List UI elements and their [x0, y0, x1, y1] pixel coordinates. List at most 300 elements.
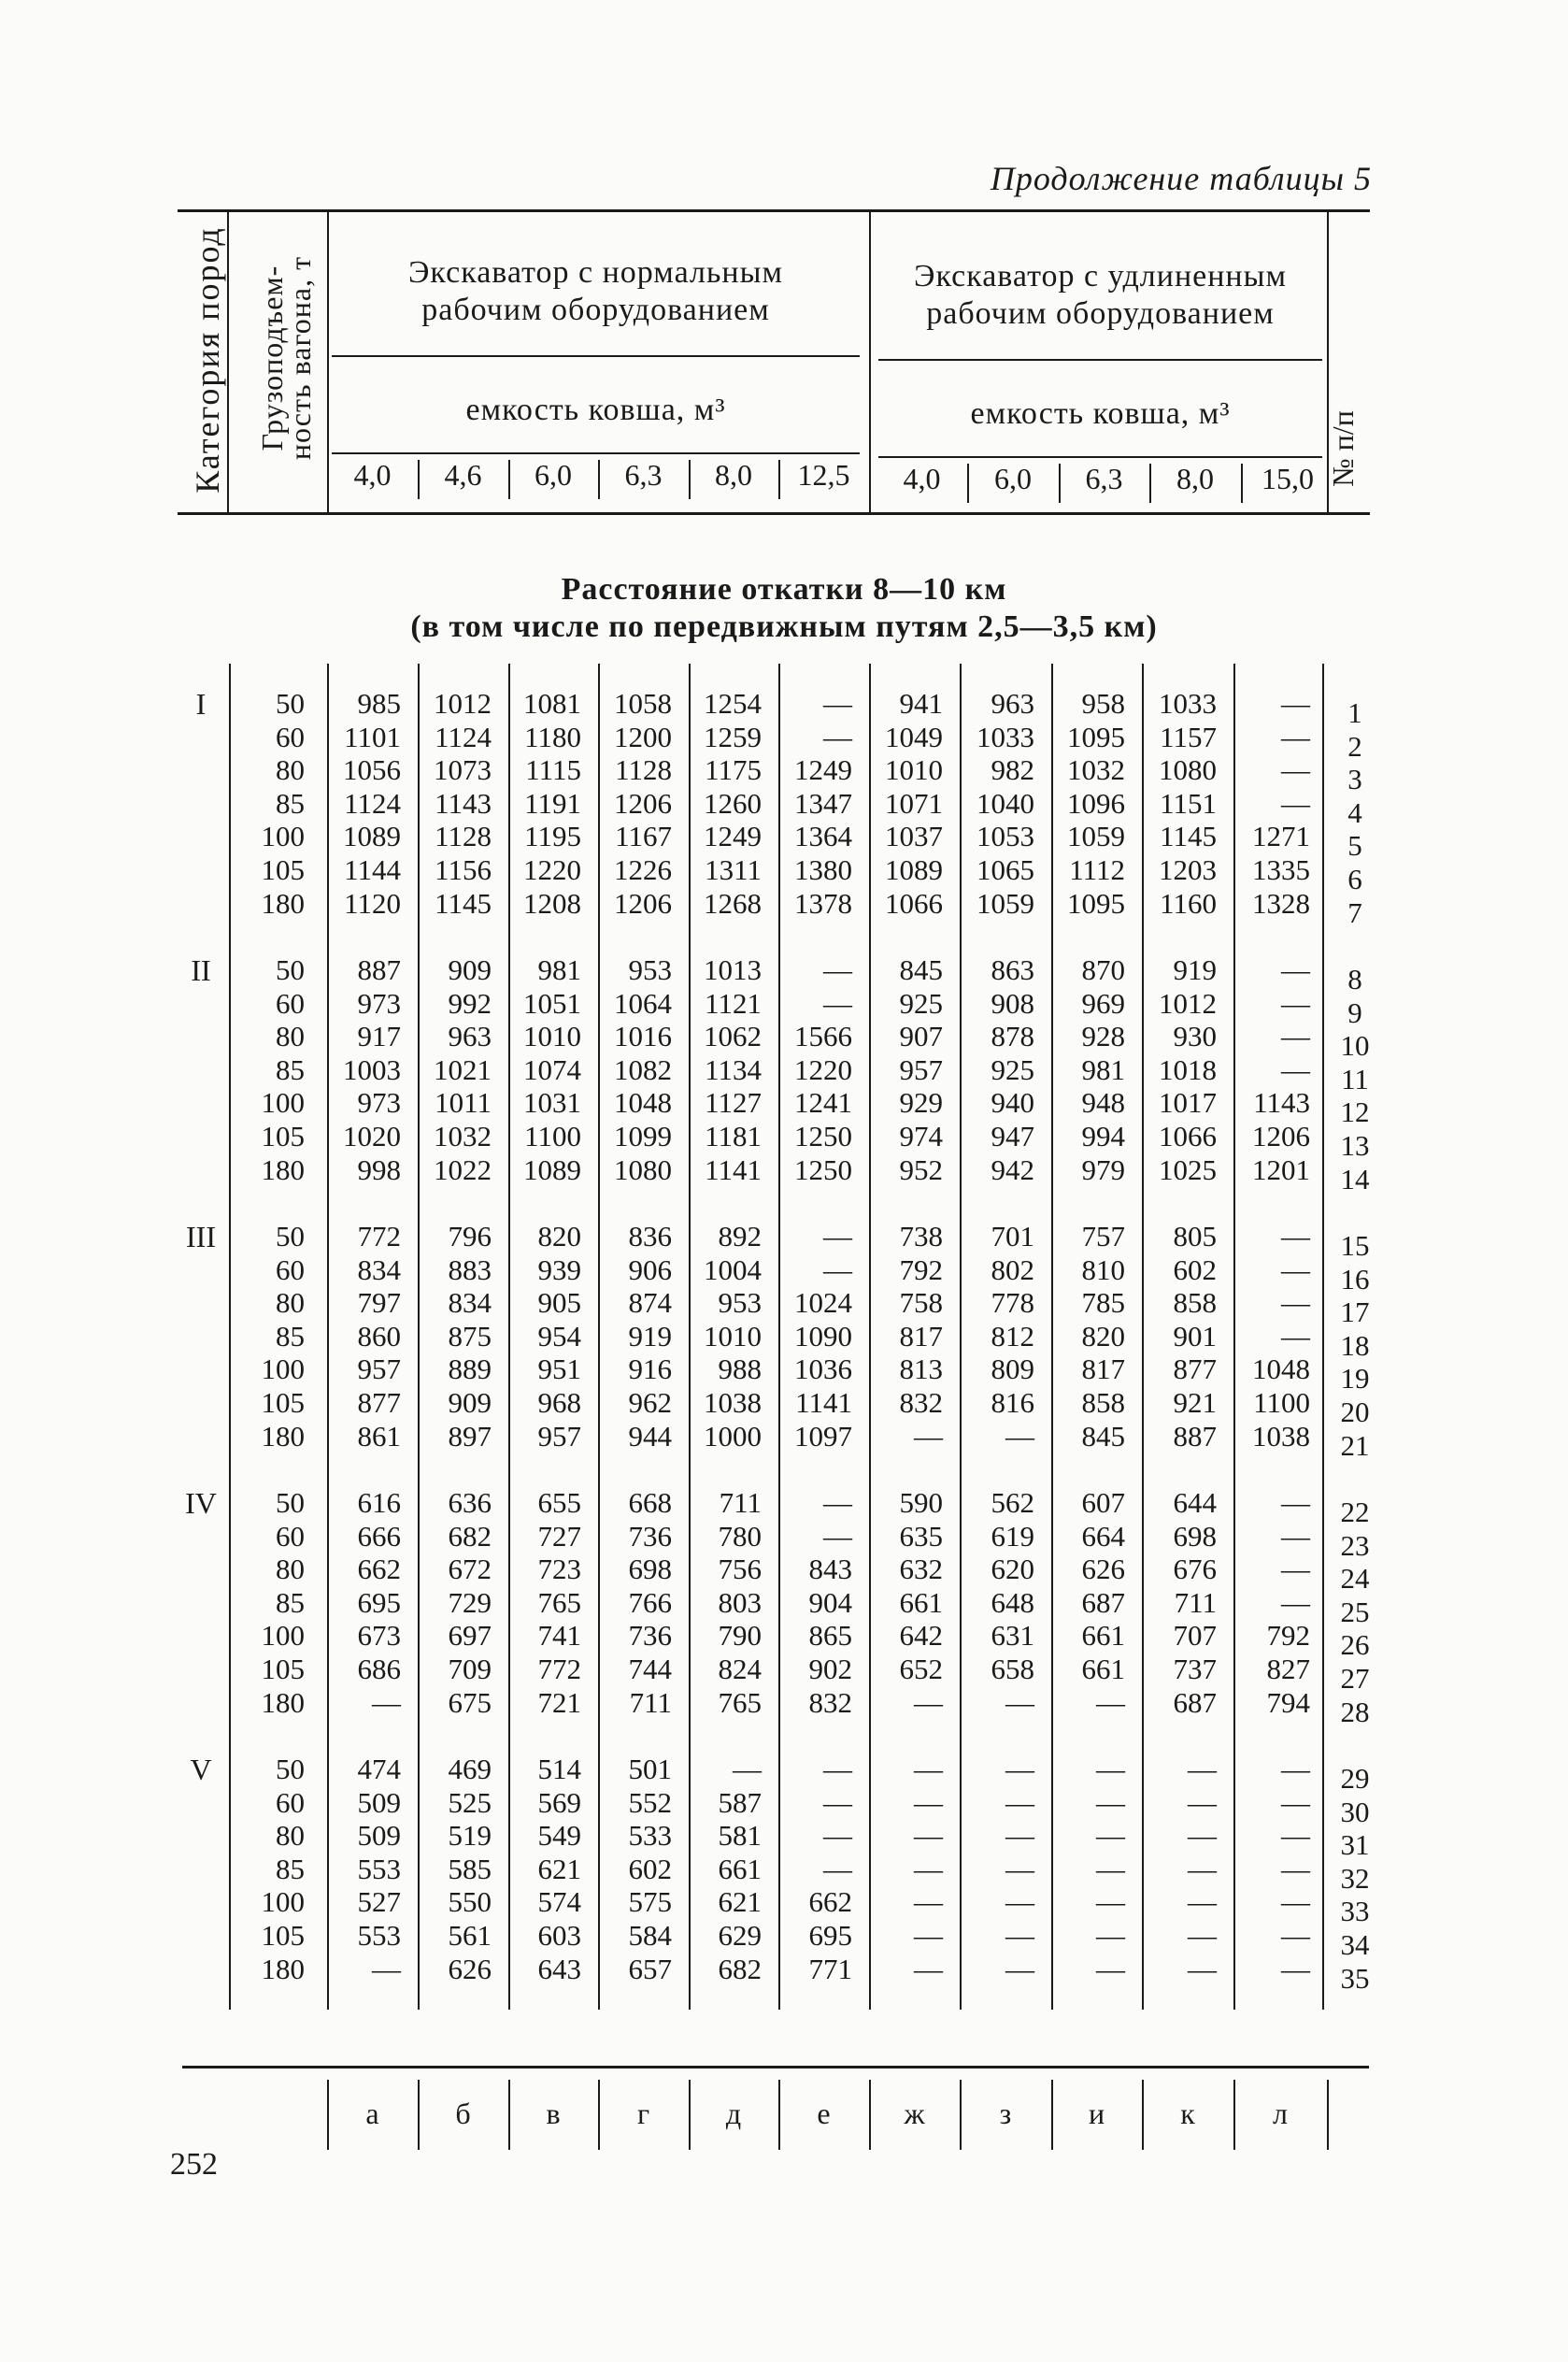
wagon-capacity-cell: 85	[276, 1052, 305, 1086]
bucket-capacity-cell: 12,5	[797, 458, 850, 492]
distance-value-cell: —	[1281, 1519, 1310, 1553]
footer-column-rule	[1142, 2080, 1144, 2150]
distance-value-cell: 1032	[1067, 753, 1125, 787]
distance-value-cell: 820	[537, 1220, 581, 1253]
distance-value-cell: 952	[899, 1152, 943, 1186]
distance-value-cell: 947	[991, 1120, 1034, 1152]
header-bottom-rule	[178, 512, 1370, 515]
distance-value-cell: 1080	[614, 1152, 672, 1186]
distance-value-cell: —	[1005, 1919, 1034, 1952]
distance-value-cell: 887	[357, 953, 401, 986]
distance-value-cell: 1036	[794, 1353, 852, 1386]
distance-value-cell: —	[823, 687, 852, 720]
distance-value-cell: 574	[537, 1885, 581, 1919]
distance-value-cell: 1145	[1160, 820, 1217, 853]
distance-value-cell: 668	[628, 1486, 672, 1519]
distance-value-cell: 1033	[1159, 687, 1217, 720]
extended-group-rule	[878, 359, 1322, 361]
row-number-cell: 15	[1340, 1229, 1370, 1262]
distance-value-cell: 1167	[615, 820, 672, 853]
distance-value-cell: —	[914, 1753, 943, 1785]
distance-value-cell: —	[914, 1852, 943, 1885]
distance-value-cell: 1073	[434, 753, 492, 787]
wagon-capacity-cell: 80	[276, 1553, 305, 1586]
wagon-capacity-cell: 100	[261, 1353, 305, 1386]
rock-category-label: I	[195, 687, 207, 721]
distance-value-cell: 877	[357, 1386, 401, 1419]
distance-value-cell: 778	[991, 1286, 1034, 1320]
distance-value-cell: 644	[1173, 1486, 1217, 1519]
distance-value-cell: 607	[1081, 1486, 1125, 1519]
distance-value-cell: 827	[1266, 1653, 1310, 1685]
distance-value-cell: 1311	[705, 853, 762, 886]
wagon-capacity-cell: 50	[276, 1486, 305, 1519]
distance-value-cell: 843	[808, 1553, 852, 1586]
distance-value-cell: 765	[718, 1685, 762, 1719]
column-letter: в	[546, 2097, 561, 2130]
distance-value-cell: 1016	[614, 1020, 672, 1053]
distance-value-cell: —	[1005, 1753, 1034, 1785]
wagon-capacity-cell: 180	[261, 1685, 305, 1719]
row-number-cell: 12	[1340, 1095, 1370, 1129]
column-rule	[229, 664, 231, 2010]
wagon-capacity-cell: 100	[261, 1086, 305, 1120]
distance-value-cell: 642	[899, 1619, 943, 1653]
distance-value-cell: 771	[808, 1952, 852, 1985]
footer-column-rule	[869, 2080, 871, 2150]
distance-value-cell: 1013	[704, 953, 762, 986]
distance-value-cell: 695	[808, 1919, 852, 1952]
distance-value-cell: —	[1188, 1785, 1217, 1819]
row-number-cell: 5	[1347, 829, 1362, 863]
wagon-capacity-cell: 50	[276, 1753, 305, 1785]
bucket-capacity-cell: 6,3	[1085, 462, 1123, 495]
distance-value-cell: 1226	[614, 853, 672, 886]
row-number-cell: 1	[1347, 696, 1362, 729]
distance-value-cell: —	[823, 1852, 852, 1885]
distance-value-cell: 1220	[794, 1052, 852, 1086]
distance-value-cell: 723	[537, 1553, 581, 1586]
distance-value-cell: 1191	[524, 786, 581, 820]
distance-value-cell: 1066	[885, 886, 943, 920]
distance-value-cell: —	[823, 1220, 852, 1253]
distance-value-cell: 620	[991, 1553, 1034, 1586]
distance-value-cell: 661	[1081, 1619, 1125, 1653]
column-letter: ж	[904, 2097, 925, 2130]
footer-column-rule	[1233, 2080, 1235, 2150]
distance-value-cell: 666	[357, 1519, 401, 1553]
distance-value-cell: 1160	[1160, 886, 1217, 920]
distance-value-cell: 1378	[794, 886, 852, 920]
distance-value-cell: 1062	[704, 1020, 762, 1053]
distance-value-cell: 940	[991, 1086, 1034, 1120]
distance-value-cell: —	[823, 1253, 852, 1286]
distance-value-cell: —	[1188, 1919, 1217, 1952]
distance-value-cell: 619	[991, 1519, 1034, 1553]
distance-value-cell: 796	[448, 1220, 492, 1253]
row-number-cell: 28	[1340, 1695, 1370, 1728]
distance-value-cell: 1018	[1159, 1052, 1217, 1086]
distance-value-cell: 836	[628, 1220, 672, 1253]
rock-category-label: IV	[185, 1486, 217, 1520]
distance-value-cell: 721	[537, 1685, 581, 1719]
distance-value-cell: 772	[357, 1220, 401, 1253]
distance-value-cell: 549	[537, 1819, 581, 1853]
distance-value-cell: —	[1281, 1286, 1310, 1320]
distance-value-cell: 756	[718, 1553, 762, 1586]
distance-value-cell: 655	[537, 1486, 581, 1519]
column-letter: и	[1088, 2097, 1105, 2130]
distance-value-cell: 889	[448, 1353, 492, 1386]
distance-value-cell: 929	[899, 1086, 943, 1120]
row-number-cell: 32	[1340, 1861, 1370, 1895]
column-letter: б	[455, 2097, 471, 2130]
distance-value-cell: 957	[537, 1419, 581, 1453]
footer-column-rule	[418, 2080, 420, 2150]
distance-value-cell: 533	[628, 1819, 672, 1853]
column-letter: з	[999, 2097, 1012, 2130]
distance-value-cell: —	[914, 1785, 943, 1819]
distance-value-cell: 954	[537, 1319, 581, 1353]
distance-value-cell: —	[823, 1785, 852, 1819]
bucket-capacity-cell: 15,0	[1262, 462, 1314, 495]
section-title-line2: (в том числе по передвижным путям 2,5—3,5 км)	[410, 609, 1158, 644]
distance-value-cell: 979	[1081, 1152, 1125, 1186]
bucket-capacity-cell: 4,0	[903, 462, 941, 495]
distance-value-cell: 652	[899, 1653, 943, 1685]
distance-value-cell: —	[1005, 1885, 1034, 1919]
distance-value-cell: 953	[718, 1286, 762, 1320]
extended-capacity-rule	[878, 456, 1322, 458]
distance-value-cell: 832	[899, 1386, 943, 1419]
distance-value-cell: 1157	[1160, 720, 1217, 753]
distance-value-cell: 1011	[435, 1086, 492, 1120]
distance-value-cell: 664	[1081, 1519, 1125, 1553]
wagon-capacity-cell: 105	[261, 853, 305, 886]
distance-value-cell: 562	[991, 1486, 1034, 1519]
wagon-capacity-cell: 100	[261, 1885, 305, 1919]
distance-value-cell: 1260	[704, 786, 762, 820]
distance-value-cell: 919	[1173, 953, 1217, 986]
distance-value-cell: 1259	[704, 720, 762, 753]
distance-value-cell: 992	[448, 986, 492, 1020]
distance-value-cell: 527	[357, 1885, 401, 1919]
distance-value-cell: 802	[991, 1253, 1034, 1286]
distance-value-cell: —	[1281, 1253, 1310, 1286]
distance-value-cell: —	[1281, 1819, 1310, 1853]
distance-value-cell: —	[823, 953, 852, 986]
distance-value-cell: 1206	[614, 886, 672, 920]
distance-value-cell: 709	[448, 1653, 492, 1685]
distance-value-cell: 687	[1173, 1685, 1217, 1719]
distance-value-cell: 1201	[1252, 1152, 1310, 1186]
distance-value-cell: 621	[537, 1852, 581, 1885]
column-letter: л	[1273, 2097, 1288, 2130]
distance-value-cell: 832	[808, 1685, 852, 1719]
distance-value-cell: —	[1096, 1819, 1125, 1853]
distance-value-cell: 930	[1173, 1020, 1217, 1053]
distance-value-cell: 858	[1173, 1286, 1217, 1320]
wagon-capacity-cell: 60	[276, 720, 305, 753]
distance-value-cell: 1080	[1159, 753, 1217, 787]
distance-value-cell: 1134	[705, 1052, 762, 1086]
row-number-cell: 10	[1340, 1029, 1370, 1063]
distance-value-cell: —	[1188, 1852, 1217, 1885]
distance-value-cell: —	[1281, 1319, 1310, 1353]
distance-value-cell: 1241	[794, 1086, 852, 1120]
distance-value-cell: 550	[448, 1885, 492, 1919]
distance-value-cell: 561	[448, 1919, 492, 1952]
distance-value-cell: 797	[357, 1286, 401, 1320]
column-letter: д	[725, 2097, 742, 2130]
distance-value-cell: 1038	[1252, 1419, 1310, 1453]
distance-value-cell: —	[914, 1919, 943, 1952]
distance-value-cell: —	[1281, 1852, 1310, 1885]
distance-value-cell: 1195	[524, 820, 581, 853]
distance-value-cell: —	[1005, 1952, 1034, 1985]
normal-group-rule	[332, 355, 860, 357]
distance-value-cell: —	[823, 720, 852, 753]
distance-value-cell: 994	[1081, 1120, 1125, 1152]
distance-value-cell: 988	[718, 1353, 762, 1386]
row-number-cell: 6	[1347, 863, 1362, 895]
distance-value-cell: 729	[448, 1585, 492, 1619]
distance-value-cell: 519	[448, 1819, 492, 1853]
distance-value-cell: 887	[1173, 1419, 1217, 1453]
distance-value-cell: 1022	[434, 1152, 492, 1186]
distance-value-cell: 1010	[523, 1020, 581, 1053]
distance-value-cell: 1121	[705, 986, 762, 1020]
distance-value-cell: 909	[448, 1386, 492, 1419]
distance-value-cell: 958	[1081, 687, 1125, 720]
distance-value-cell: 701	[991, 1220, 1034, 1253]
distance-value-cell: 1053	[976, 820, 1034, 853]
normal-equipment-header	[332, 254, 860, 329]
distance-value-cell: 909	[448, 953, 492, 986]
distance-value-cell: 616	[357, 1486, 401, 1519]
distance-value-cell: 1206	[614, 786, 672, 820]
distance-value-cell: 803	[718, 1585, 762, 1619]
distance-value-cell: 820	[1081, 1319, 1125, 1353]
row-number-cell: 25	[1340, 1595, 1370, 1628]
distance-value-cell: 1082	[614, 1052, 672, 1086]
distance-value-cell: 661	[1081, 1653, 1125, 1685]
distance-value-cell: 985	[357, 687, 401, 720]
column-rule	[1322, 664, 1324, 2010]
distance-value-cell: 711	[1174, 1585, 1217, 1619]
distance-value-cell: 973	[357, 1086, 401, 1120]
capacity-header-line2: ность вагона, т	[283, 255, 317, 461]
distance-value-cell: 981	[1081, 1052, 1125, 1086]
distance-value-cell: 863	[991, 953, 1034, 986]
distance-value-cell: 1012	[434, 687, 492, 720]
distance-value-cell: 792	[899, 1253, 943, 1286]
distance-value-cell: 737	[1173, 1653, 1217, 1685]
distance-value-cell: 1127	[705, 1086, 762, 1120]
wagon-capacity-cell: 100	[261, 820, 305, 853]
distance-value-cell: 957	[357, 1353, 401, 1386]
distance-value-cell: 1021	[434, 1052, 492, 1086]
table-caption: Продолжение таблицы 5	[990, 160, 1372, 197]
row-number-cell: 16	[1340, 1262, 1370, 1296]
row-number-cell: 27	[1340, 1662, 1370, 1695]
wagon-capacity-cell: 105	[261, 1120, 305, 1152]
distance-value-cell: —	[1281, 953, 1310, 986]
wagon-capacity-cell: 105	[261, 1653, 305, 1685]
distance-value-cell: 727	[537, 1519, 581, 1553]
distance-value-cell: 809	[991, 1353, 1034, 1386]
bucket-capacity-cell: 4,6	[444, 458, 482, 492]
distance-value-cell: —	[914, 1885, 943, 1919]
row-number-cell: 34	[1340, 1928, 1370, 1961]
wagon-capacity-cell: 60	[276, 1519, 305, 1553]
distance-value-cell: 1101	[344, 720, 401, 753]
distance-value-cell: 928	[1081, 1020, 1125, 1053]
distance-value-cell: 1249	[704, 820, 762, 853]
distance-value-cell: 790	[718, 1619, 762, 1653]
distance-value-cell: 1095	[1067, 886, 1125, 920]
distance-value-cell: —	[1096, 1919, 1125, 1952]
distance-value-cell: 632	[899, 1553, 943, 1586]
normal-bucket-header: емкость ковша, м³	[465, 393, 726, 427]
distance-value-cell: 858	[1081, 1386, 1125, 1419]
distance-value-cell: —	[1281, 986, 1310, 1020]
distance-value-cell: —	[1281, 1020, 1310, 1053]
distance-value-cell: 902	[808, 1653, 852, 1685]
distance-value-cell: 845	[899, 953, 943, 986]
distance-value-cell: 1012	[1159, 986, 1217, 1020]
distance-value-cell: —	[1096, 1785, 1125, 1819]
distance-value-cell: —	[1281, 1753, 1310, 1785]
distance-value-cell: 758	[899, 1286, 943, 1320]
distance-value-cell: 629	[718, 1919, 762, 1952]
distance-value-cell: —	[1281, 1585, 1310, 1619]
normal-capacity-rule	[332, 452, 860, 454]
distance-value-cell: 1048	[1252, 1353, 1310, 1386]
normal-equipment-header-line2: рабочим оборудованием	[421, 293, 770, 327]
distance-value-cell: 1141	[795, 1386, 852, 1419]
distance-value-cell: 962	[628, 1386, 672, 1419]
row-number-cell: 20	[1340, 1396, 1370, 1428]
bucket-capacity-cell: 6,0	[535, 458, 572, 492]
distance-value-cell: 514	[537, 1753, 581, 1785]
distance-value-cell: 1115	[525, 753, 581, 787]
distance-value-cell: 552	[628, 1785, 672, 1819]
extended-bucket-header: емкость ковша, м³	[970, 396, 1231, 431]
wagon-capacity-cell: 85	[276, 1852, 305, 1885]
distance-value-cell: 1206	[1252, 1120, 1310, 1152]
distance-value-cell: 981	[537, 953, 581, 986]
distance-value-cell: 973	[357, 986, 401, 1020]
footer-column-rule	[689, 2080, 691, 2150]
distance-value-cell: 1040	[976, 786, 1034, 820]
distance-value-cell: 707	[1173, 1619, 1217, 1653]
capacity-header-line1: Грузоподъем-	[255, 265, 289, 451]
distance-value-cell: 501	[628, 1753, 672, 1785]
distance-value-cell: 1032	[434, 1120, 492, 1152]
distance-value-cell: 1097	[794, 1419, 852, 1453]
distance-value-cell: 875	[448, 1319, 492, 1353]
footer-column-rule	[1327, 2080, 1329, 2150]
distance-value-cell: 672	[448, 1553, 492, 1586]
distance-value-cell: —	[1096, 1685, 1125, 1719]
row-number-cell: 18	[1340, 1328, 1370, 1362]
distance-value-cell: 1081	[523, 687, 581, 720]
distance-value-cell: 1000	[704, 1419, 762, 1453]
distance-value-cell: 772	[537, 1653, 581, 1685]
row-number-cell: 8	[1347, 963, 1362, 995]
distance-value-cell: 1141	[705, 1152, 762, 1186]
distance-value-cell: 1271	[1252, 820, 1310, 853]
category-header: Категория пород	[189, 226, 226, 494]
distance-value-cell: —	[1281, 786, 1310, 820]
distance-value-cell: 1003	[343, 1052, 401, 1086]
distance-value-cell: 587	[718, 1785, 762, 1819]
wagon-capacity-cell: 60	[276, 1785, 305, 1819]
page-number: 252	[170, 2147, 218, 2182]
wagon-capacity-cell: 100	[261, 1619, 305, 1653]
distance-value-cell: 824	[718, 1653, 762, 1685]
distance-value-cell: 1143	[1253, 1086, 1310, 1120]
wagon-capacity-cell: 85	[276, 1319, 305, 1353]
distance-value-cell: 813	[899, 1353, 943, 1386]
distance-value-cell: 635	[899, 1519, 943, 1553]
distance-value-cell: 1268	[704, 886, 762, 920]
distance-value-cell: 1143	[435, 786, 492, 820]
distance-value-cell: 925	[899, 986, 943, 1020]
distance-value-cell: 874	[628, 1286, 672, 1320]
distance-value-cell: 765	[537, 1585, 581, 1619]
column-letter: г	[636, 2097, 650, 2130]
distance-value-cell: —	[1281, 1785, 1310, 1819]
footer-column-rule	[1051, 2080, 1053, 2150]
wagon-capacity-cell: 80	[276, 1020, 305, 1053]
distance-value-cell: —	[1281, 1486, 1310, 1519]
distance-value-cell: —	[1005, 1819, 1034, 1853]
distance-value-cell: 1096	[1067, 786, 1125, 820]
distance-value-cell: 968	[537, 1386, 581, 1419]
distance-value-cell: 1120	[344, 886, 401, 920]
distance-value-cell: 982	[991, 753, 1034, 787]
extended-equipment-header	[874, 258, 1327, 333]
row-number-cell: 31	[1340, 1828, 1370, 1862]
distance-value-cell: 860	[357, 1319, 401, 1353]
distance-value-cell: 525	[448, 1785, 492, 1819]
distance-value-cell: 687	[1081, 1585, 1125, 1619]
row-number-cell: 26	[1340, 1628, 1370, 1662]
footer-column-rule	[960, 2080, 962, 2150]
distance-value-cell: 1380	[794, 853, 852, 886]
distance-value-cell: 736	[628, 1519, 672, 1553]
distance-value-cell: 1100	[1253, 1386, 1310, 1419]
distance-value-cell: —	[1281, 1952, 1310, 1985]
row-number-cell: 13	[1340, 1129, 1370, 1162]
distance-value-cell: 1566	[794, 1020, 852, 1053]
distance-value-cell: 904	[808, 1585, 852, 1619]
distance-value-cell: 907	[899, 1020, 943, 1053]
distance-value-cell: 590	[899, 1486, 943, 1519]
distance-value-cell: 998	[357, 1152, 401, 1186]
distance-value-cell: 1335	[1252, 853, 1310, 886]
rock-category-label: V	[190, 1753, 212, 1786]
distance-value-cell: 906	[628, 1253, 672, 1286]
distance-value-cell: 1347	[794, 786, 852, 820]
extended-equipment-header-line2: рабочим оборудованием	[926, 296, 1275, 331]
distance-value-cell: 785	[1081, 1286, 1125, 1320]
distance-value-cell: —	[914, 1819, 943, 1853]
header-top-rule	[178, 209, 1370, 212]
distance-value-cell: 1151	[1160, 786, 1217, 820]
